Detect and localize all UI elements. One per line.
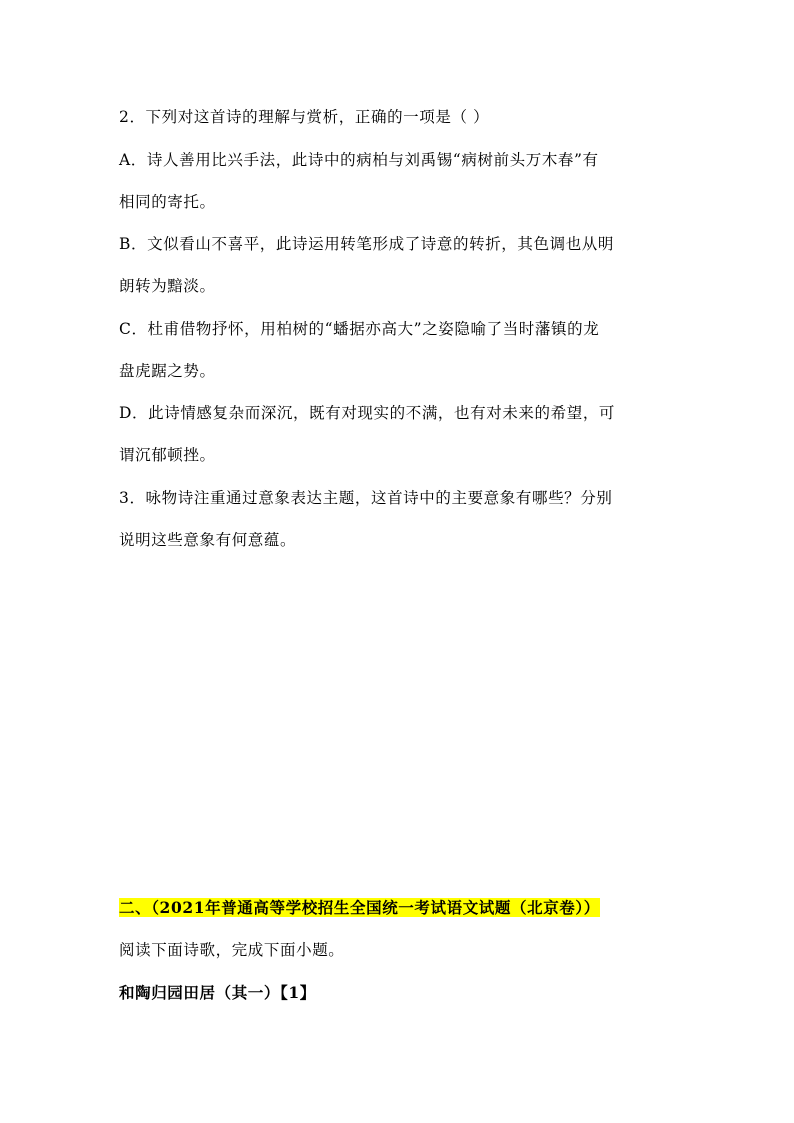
question-2-option-b-continued: 朗转为黯淡。 xyxy=(119,277,216,295)
question-2-option-c: C．杜甫借物抒怀，用柏树的“蟠据亦高大”之姿隐喻了当时藩镇的龙 xyxy=(119,320,600,338)
question-2-option-a: A．诗人善用比兴手法，此诗中的病柏与刘禹锡“病树前头万木春”有 xyxy=(119,151,599,169)
question-3-stem-continued: 说明这些意象有何意蕴。 xyxy=(119,531,297,549)
question-3-stem: 3．咏物诗注重通过意象表达主题，这首诗中的主要意象有哪些？分别 xyxy=(119,489,613,507)
question-2-option-c-continued: 盘虎踞之势。 xyxy=(119,362,216,380)
section-2-heading xyxy=(119,898,694,918)
question-2-stem: 2．下列对这首诗的理解与赏析，正确的一项是（ ） xyxy=(119,108,490,126)
poem-title: 和陶归园田居（其一）【1】 xyxy=(119,983,316,1002)
section-2-instruction: 阅读下面诗歌，完成下面小题。 xyxy=(119,941,345,959)
section-2-source: （2021年普通高等学校招生全国统一考试语文试题（北京卷）） xyxy=(151,898,600,917)
question-2-option-d: D．此诗情感复杂而深沉，既有对现实的不满，也有对未来的希望，可 xyxy=(119,404,616,422)
section-2-number: 二、 xyxy=(119,898,152,917)
question-2-option-a-continued: 相同的寄托。 xyxy=(119,193,216,211)
question-2-option-b: B．文似看山不喜平，此诗运用转笔形成了诗意的转折，其色调也从明 xyxy=(119,235,614,253)
question-2-option-d-continued: 谓沉郁顿挫。 xyxy=(119,446,216,464)
